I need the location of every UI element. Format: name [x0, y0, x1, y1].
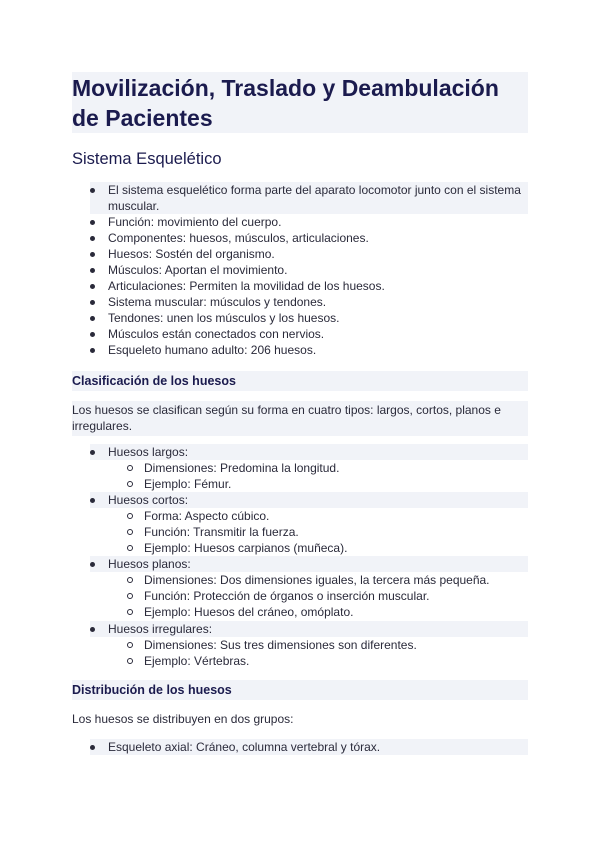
- circle-bullet-icon: [127, 513, 133, 519]
- bullet-icon: [90, 562, 95, 567]
- sub-list-item: Función: Protección de órganos o inserción muscular.: [144, 589, 430, 603]
- bullet-icon: [90, 252, 95, 257]
- sub-list-item: Ejemplo: Vértebras.: [144, 654, 250, 668]
- section3-intro: Los huesos se distribuyen en dos grupos:: [72, 712, 294, 726]
- circle-bullet-icon: [127, 529, 133, 535]
- circle-bullet-icon: [127, 545, 133, 551]
- sub-list-item: Función: Transmitir la fuerza.: [144, 525, 299, 539]
- list-item: Huesos: Sostén del organismo.: [108, 247, 275, 261]
- circle-bullet-icon: [127, 481, 133, 487]
- list-item: Huesos irregulares:: [108, 622, 213, 636]
- sub-list-item: Ejemplo: Huesos del cráneo, omóplato.: [144, 605, 354, 619]
- circle-bullet-icon: [127, 609, 133, 615]
- bullet-icon: [90, 268, 95, 273]
- bullet-icon: [90, 188, 95, 193]
- bullet-icon: [90, 498, 95, 503]
- bullet-icon: [90, 284, 95, 289]
- sub-list-item: Dimensiones: Predomina la longitud.: [144, 461, 340, 475]
- bullet-icon: [90, 450, 95, 455]
- section-heading-clasificacion: Clasificación de los huesos: [72, 371, 528, 391]
- bullet-icon: [90, 745, 95, 750]
- sub-list-item: Ejemplo: Huesos carpianos (muñeca).: [144, 541, 348, 555]
- bullet-icon: [90, 316, 95, 321]
- list-item: El sistema esquelético forma parte del aparato locomotor junto con el sistema muscular.: [108, 183, 521, 213]
- circle-bullet-icon: [127, 577, 133, 583]
- section-heading-distribucion: Distribución de los huesos: [72, 680, 528, 700]
- list-item: Músculos están conectados con nervios.: [108, 327, 325, 341]
- list-item: Función: movimiento del cuerpo.: [108, 215, 282, 229]
- section-heading-sistema-esqueletico: Sistema Esquelético: [72, 150, 222, 168]
- list-item: Músculos: Aportan el movimiento.: [108, 263, 288, 277]
- list-item: Componentes: huesos, músculos, articulaciones.: [108, 231, 369, 245]
- circle-bullet-icon: [127, 593, 133, 599]
- list-item: Huesos largos:: [108, 445, 189, 459]
- list-item: Sistema muscular: músculos y tendones.: [108, 295, 327, 309]
- bullet-icon: [90, 627, 95, 632]
- list-item: Tendones: unen los músculos y los huesos.: [108, 311, 340, 325]
- list-item: Esqueleto axial: Cráneo, columna vertebral y tórax.: [108, 740, 381, 754]
- sub-list-item: Ejemplo: Fémur.: [144, 477, 232, 491]
- bullet-icon: [90, 220, 95, 225]
- circle-bullet-icon: [127, 642, 133, 648]
- bullet-icon: [90, 300, 95, 305]
- circle-bullet-icon: [127, 658, 133, 664]
- sub-list-item: Dimensiones: Sus tres dimensiones son diferentes.: [144, 638, 417, 652]
- bullet-icon: [90, 236, 95, 241]
- circle-bullet-icon: [127, 465, 133, 471]
- page-title: Movilización, Traslado y Deambulación de Pacientes: [72, 72, 528, 133]
- list-item: Articulaciones: Permiten la movilidad de los huesos.: [108, 279, 385, 293]
- list-item: Esqueleto humano adulto: 206 huesos.: [108, 343, 317, 357]
- bullet-icon: [90, 348, 95, 353]
- list-item: Huesos planos:: [108, 557, 191, 571]
- sub-list-item: Forma: Aspecto cúbico.: [144, 509, 270, 523]
- sub-list-item: Dimensiones: Dos dimensiones iguales, la tercera más pequeña.: [144, 573, 490, 587]
- list-item: Huesos cortos:: [108, 493, 189, 507]
- section2-intro: Los huesos se clasifican según su forma en cuatro tipos: largos, cortos, planos e irregulares.: [72, 401, 528, 436]
- bullet-icon: [90, 332, 95, 337]
